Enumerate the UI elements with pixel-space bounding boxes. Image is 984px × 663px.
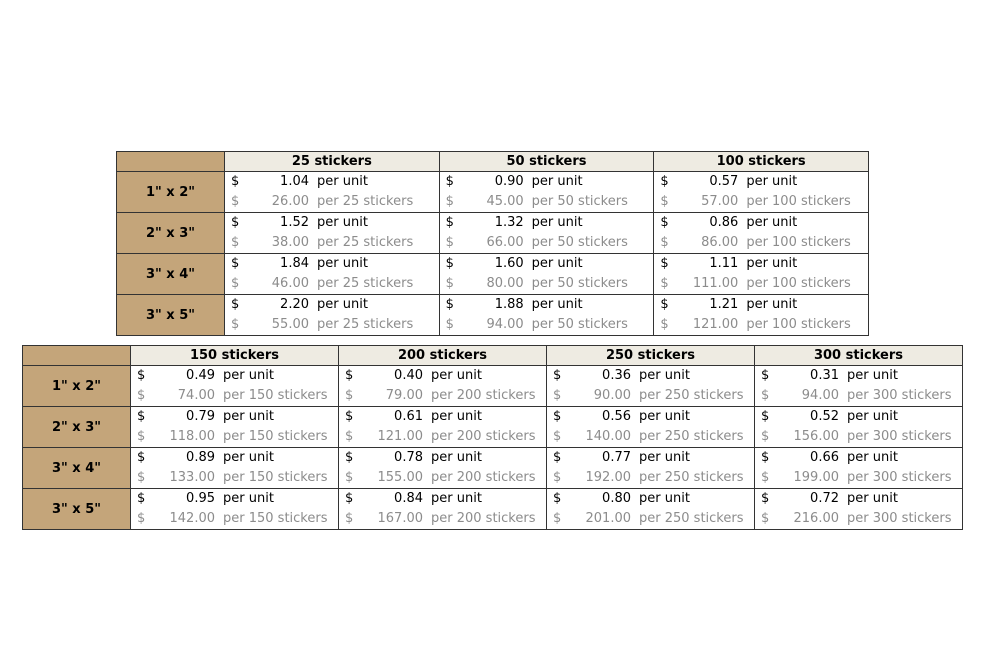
total-price: 94.00 [486, 317, 524, 332]
price-cell [547, 366, 755, 407]
unit-price: 0.31 [810, 368, 839, 383]
unit-price: 0.57 [709, 174, 739, 189]
per-unit-label: per unit [223, 409, 274, 424]
currency-symbol: $ [553, 388, 562, 403]
total-label: per 250 stickers [639, 429, 744, 444]
price-table-small-quantities [116, 151, 869, 336]
corner-cell [117, 152, 225, 172]
total-price-line [440, 192, 654, 212]
total-price: 111.00 [692, 276, 739, 291]
unit-price-line [339, 366, 546, 386]
total-price: 38.00 [271, 235, 309, 250]
currency-symbol: $ [761, 450, 770, 465]
total-price-line [339, 468, 546, 488]
total-label: per 25 stickers [317, 235, 414, 250]
total-price-line [654, 192, 868, 212]
currency-symbol: $ [445, 215, 454, 230]
total-price-line [339, 509, 546, 529]
size-label: 1" x 2" [117, 172, 225, 213]
per-unit-label: per unit [531, 174, 583, 189]
price-cell [439, 254, 654, 295]
total-price-line [547, 427, 754, 447]
currency-symbol: $ [137, 491, 146, 506]
currency-symbol: $ [137, 470, 146, 485]
currency-symbol: $ [553, 450, 562, 465]
total-label: per 100 stickers [746, 317, 851, 332]
per-unit-label: per unit [639, 409, 690, 424]
total-price: 80.00 [486, 276, 524, 291]
total-label: per 25 stickers [317, 194, 414, 209]
total-price-line [225, 192, 439, 212]
per-unit-label: per unit [847, 491, 898, 506]
unit-price: 0.61 [394, 409, 423, 424]
per-unit-label: per unit [431, 409, 482, 424]
currency-symbol: $ [137, 388, 146, 403]
price-cell [439, 172, 654, 213]
per-unit-label: per unit [847, 368, 898, 383]
total-price: 192.00 [585, 470, 631, 485]
total-price: 55.00 [271, 317, 309, 332]
table-row [117, 295, 869, 336]
price-cell [131, 407, 339, 448]
currency-symbol: $ [660, 174, 669, 189]
column-header: 25 stickers [225, 152, 440, 172]
corner-cell [23, 346, 131, 366]
currency-symbol: $ [345, 511, 354, 526]
total-price-line [654, 274, 868, 294]
table-row [23, 489, 963, 530]
price-cell [339, 489, 547, 530]
unit-price-line [440, 254, 654, 274]
total-price-line [755, 468, 962, 488]
price-cell [547, 448, 755, 489]
total-price: 199.00 [793, 470, 839, 485]
currency-symbol: $ [761, 409, 770, 424]
unit-price-line [654, 172, 868, 192]
total-label: per 25 stickers [317, 317, 414, 332]
per-unit-label: per unit [531, 256, 583, 271]
total-price: 90.00 [593, 388, 631, 403]
currency-symbol: $ [137, 368, 146, 383]
total-label: per 300 stickers [847, 388, 952, 403]
currency-symbol: $ [761, 470, 770, 485]
table-row [23, 407, 963, 448]
unit-price-line [440, 172, 654, 192]
unit-price: 0.52 [810, 409, 839, 424]
price-cell [339, 448, 547, 489]
unit-price-line [225, 295, 439, 315]
unit-price-line [547, 448, 754, 468]
total-price-line [547, 468, 754, 488]
total-price: 140.00 [585, 429, 631, 444]
currency-symbol: $ [231, 174, 240, 189]
total-label: per 50 stickers [531, 194, 628, 209]
unit-price-line [339, 489, 546, 509]
total-label: per 200 stickers [431, 511, 536, 526]
total-price-line [755, 509, 962, 529]
unit-price: 0.66 [810, 450, 839, 465]
total-price-line [131, 427, 338, 447]
unit-price: 1.60 [494, 256, 524, 271]
total-price-line [440, 315, 654, 335]
unit-price: 1.52 [280, 215, 309, 230]
price-cell [439, 213, 654, 254]
per-unit-label: per unit [317, 174, 368, 189]
header-row [23, 346, 963, 366]
total-price: 167.00 [377, 511, 423, 526]
size-label: 2" x 3" [23, 407, 131, 448]
currency-symbol: $ [445, 297, 454, 312]
unit-price-line [225, 172, 439, 192]
per-unit-label: per unit [746, 256, 798, 271]
per-unit-label: per unit [223, 450, 274, 465]
total-price-line [547, 509, 754, 529]
unit-price: 2.20 [280, 297, 309, 312]
unit-price-line [654, 213, 868, 233]
unit-price-line [755, 489, 962, 509]
total-price: 133.00 [169, 470, 215, 485]
total-label: per 100 stickers [746, 194, 851, 209]
currency-symbol: $ [231, 215, 240, 230]
unit-price: 0.49 [186, 368, 215, 383]
currency-symbol: $ [345, 429, 354, 444]
total-price: 121.00 [692, 317, 739, 332]
price-cell [755, 407, 963, 448]
currency-symbol: $ [660, 194, 669, 209]
per-unit-label: per unit [431, 368, 482, 383]
total-label: per 150 stickers [223, 511, 328, 526]
total-label: per 50 stickers [531, 235, 628, 250]
total-label: per 250 stickers [639, 470, 744, 485]
unit-price-line [131, 366, 338, 386]
currency-symbol: $ [761, 429, 770, 444]
currency-symbol: $ [231, 297, 240, 312]
total-label: per 200 stickers [431, 388, 536, 403]
total-price-line [225, 315, 439, 335]
unit-price-line [131, 407, 338, 427]
currency-symbol: $ [231, 256, 240, 271]
price-cell [225, 295, 440, 336]
total-price: 142.00 [169, 511, 215, 526]
price-cell [131, 366, 339, 407]
total-price: 155.00 [377, 470, 423, 485]
currency-symbol: $ [553, 511, 562, 526]
total-price: 26.00 [271, 194, 309, 209]
total-label: per 250 stickers [639, 388, 744, 403]
currency-symbol: $ [445, 256, 454, 271]
total-price-line [339, 427, 546, 447]
size-label: 3" x 5" [23, 489, 131, 530]
total-label: per 25 stickers [317, 276, 414, 291]
currency-symbol: $ [445, 194, 454, 209]
per-unit-label: per unit [746, 297, 798, 312]
per-unit-label: per unit [639, 491, 690, 506]
unit-price-line [339, 448, 546, 468]
unit-price-line [654, 295, 868, 315]
per-unit-label: per unit [847, 450, 898, 465]
column-header: 300 stickers [755, 346, 963, 366]
per-unit-label: per unit [317, 297, 368, 312]
price-cell [654, 295, 869, 336]
unit-price: 0.36 [602, 368, 631, 383]
price-cell [654, 213, 869, 254]
price-cell [654, 254, 869, 295]
column-header: 150 stickers [131, 346, 339, 366]
total-price: 121.00 [377, 429, 423, 444]
currency-symbol: $ [345, 450, 354, 465]
unit-price: 0.95 [186, 491, 215, 506]
currency-symbol: $ [231, 317, 240, 332]
unit-price: 0.72 [810, 491, 839, 506]
unit-price-line [440, 295, 654, 315]
per-unit-label: per unit [223, 491, 274, 506]
total-price-line [440, 274, 654, 294]
unit-price-line [225, 254, 439, 274]
price-cell [547, 489, 755, 530]
currency-symbol: $ [137, 429, 146, 444]
per-unit-label: per unit [531, 215, 583, 230]
unit-price: 0.77 [602, 450, 631, 465]
unit-price-line [131, 448, 338, 468]
currency-symbol: $ [445, 317, 454, 332]
total-price: 216.00 [793, 511, 839, 526]
total-label: per 150 stickers [223, 429, 328, 444]
price-cell [131, 448, 339, 489]
column-header: 50 stickers [439, 152, 654, 172]
per-unit-label: per unit [317, 256, 368, 271]
unit-price-line [547, 489, 754, 509]
total-price: 66.00 [486, 235, 524, 250]
price-cell [225, 172, 440, 213]
currency-symbol: $ [660, 256, 669, 271]
total-price: 46.00 [271, 276, 309, 291]
unit-price: 1.32 [494, 215, 524, 230]
per-unit-label: per unit [431, 491, 482, 506]
unit-price-line [755, 366, 962, 386]
total-price-line [131, 509, 338, 529]
currency-symbol: $ [660, 276, 669, 291]
per-unit-label: per unit [223, 368, 274, 383]
table-row [117, 254, 869, 295]
per-unit-label: per unit [531, 297, 583, 312]
total-price: 94.00 [801, 388, 839, 403]
currency-symbol: $ [231, 194, 240, 209]
total-label: per 250 stickers [639, 511, 744, 526]
total-label: per 100 stickers [746, 235, 851, 250]
unit-price-line [225, 213, 439, 233]
total-label: per 300 stickers [847, 470, 952, 485]
size-label: 3" x 5" [117, 295, 225, 336]
currency-symbol: $ [445, 276, 454, 291]
currency-symbol: $ [231, 235, 240, 250]
total-label: per 200 stickers [431, 429, 536, 444]
currency-symbol: $ [231, 276, 240, 291]
currency-symbol: $ [553, 491, 562, 506]
column-header: 250 stickers [547, 346, 755, 366]
total-label: per 300 stickers [847, 511, 952, 526]
unit-price: 1.04 [280, 174, 309, 189]
unit-price: 1.11 [709, 256, 739, 271]
total-price-line [339, 386, 546, 406]
currency-symbol: $ [345, 368, 354, 383]
column-header: 100 stickers [654, 152, 869, 172]
total-price-line [440, 233, 654, 253]
size-label: 3" x 4" [23, 448, 131, 489]
currency-symbol: $ [445, 235, 454, 250]
price-cell [339, 366, 547, 407]
size-label: 1" x 2" [23, 366, 131, 407]
total-price: 74.00 [177, 388, 215, 403]
total-price: 156.00 [793, 429, 839, 444]
unit-price: 0.79 [186, 409, 215, 424]
total-label: per 200 stickers [431, 470, 536, 485]
unit-price: 0.40 [394, 368, 423, 383]
total-price: 118.00 [169, 429, 215, 444]
currency-symbol: $ [761, 511, 770, 526]
currency-symbol: $ [660, 297, 669, 312]
unit-price: 0.84 [394, 491, 423, 506]
currency-symbol: $ [553, 368, 562, 383]
total-price: 57.00 [701, 194, 739, 209]
unit-price-line [339, 407, 546, 427]
total-price-line [654, 233, 868, 253]
unit-price: 1.88 [494, 297, 524, 312]
total-price-line [225, 233, 439, 253]
currency-symbol: $ [137, 450, 146, 465]
price-cell [755, 448, 963, 489]
currency-symbol: $ [345, 388, 354, 403]
price-cell [339, 407, 547, 448]
unit-price: 0.80 [602, 491, 631, 506]
size-label: 2" x 3" [117, 213, 225, 254]
currency-symbol: $ [345, 470, 354, 485]
currency-symbol: $ [761, 388, 770, 403]
unit-price: 0.78 [394, 450, 423, 465]
currency-symbol: $ [137, 511, 146, 526]
price-cell [654, 172, 869, 213]
total-price: 86.00 [701, 235, 739, 250]
column-header: 200 stickers [339, 346, 547, 366]
unit-price-line [755, 407, 962, 427]
total-label: per 300 stickers [847, 429, 952, 444]
unit-price-line [547, 366, 754, 386]
price-cell [755, 489, 963, 530]
per-unit-label: per unit [639, 368, 690, 383]
total-price: 45.00 [486, 194, 524, 209]
unit-price-line [654, 254, 868, 274]
currency-symbol: $ [445, 174, 454, 189]
total-price-line [131, 386, 338, 406]
unit-price: 0.56 [602, 409, 631, 424]
size-label: 3" x 4" [117, 254, 225, 295]
price-cell [547, 407, 755, 448]
total-label: per 150 stickers [223, 470, 328, 485]
currency-symbol: $ [660, 317, 669, 332]
currency-symbol: $ [553, 409, 562, 424]
table-row [23, 366, 963, 407]
total-label: per 100 stickers [746, 276, 851, 291]
currency-symbol: $ [660, 215, 669, 230]
total-price: 79.00 [385, 388, 423, 403]
price-cell [225, 213, 440, 254]
currency-symbol: $ [553, 429, 562, 444]
unit-price-line [755, 448, 962, 468]
table-row [117, 172, 869, 213]
total-price: 201.00 [585, 511, 631, 526]
total-label: per 150 stickers [223, 388, 328, 403]
per-unit-label: per unit [746, 215, 798, 230]
total-price-line [547, 386, 754, 406]
total-price-line [225, 274, 439, 294]
per-unit-label: per unit [431, 450, 482, 465]
per-unit-label: per unit [847, 409, 898, 424]
price-cell [131, 489, 339, 530]
currency-symbol: $ [761, 368, 770, 383]
per-unit-label: per unit [639, 450, 690, 465]
per-unit-label: per unit [317, 215, 368, 230]
total-price-line [755, 427, 962, 447]
total-price-line [131, 468, 338, 488]
total-label: per 50 stickers [531, 317, 628, 332]
total-price-line [654, 315, 868, 335]
per-unit-label: per unit [746, 174, 798, 189]
unit-price-line [547, 407, 754, 427]
unit-price: 1.84 [280, 256, 309, 271]
price-cell [439, 295, 654, 336]
total-price-line [755, 386, 962, 406]
price-cell [225, 254, 440, 295]
unit-price: 0.89 [186, 450, 215, 465]
currency-symbol: $ [553, 470, 562, 485]
price-table-large-quantities [22, 345, 963, 530]
header-row [117, 152, 869, 172]
unit-price-line [440, 213, 654, 233]
unit-price-line [131, 489, 338, 509]
table-row [23, 448, 963, 489]
currency-symbol: $ [345, 409, 354, 424]
currency-symbol: $ [137, 409, 146, 424]
price-cell [755, 366, 963, 407]
currency-symbol: $ [345, 491, 354, 506]
unit-price: 0.90 [494, 174, 524, 189]
currency-symbol: $ [660, 235, 669, 250]
unit-price: 1.21 [709, 297, 739, 312]
currency-symbol: $ [761, 491, 770, 506]
total-label: per 50 stickers [531, 276, 628, 291]
table-row [117, 213, 869, 254]
unit-price: 0.86 [709, 215, 739, 230]
